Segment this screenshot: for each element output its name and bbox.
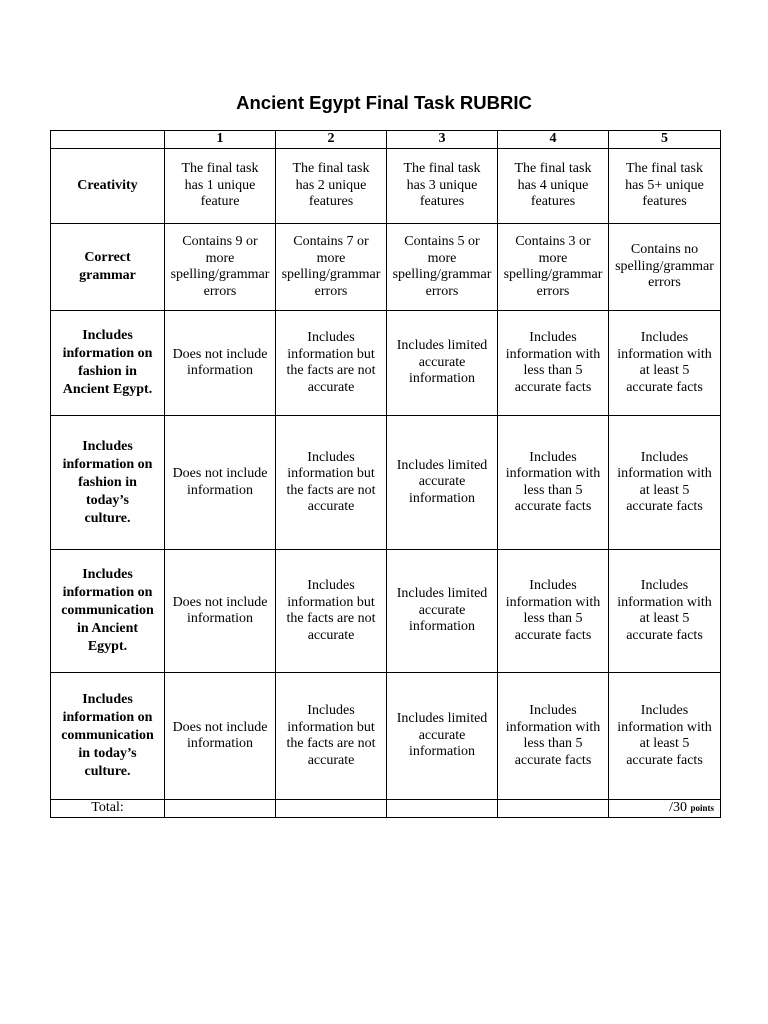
- rubric-cell: Includes information with less than 5 accurate facts: [498, 673, 609, 800]
- criterion-label: Creativity: [51, 149, 165, 224]
- total-points-value: /30: [669, 800, 687, 816]
- total-cell-empty: [276, 800, 387, 818]
- table-row: [51, 149, 721, 224]
- rubric-cell: Does not include information: [165, 311, 276, 416]
- rubric-cell: Does not include information: [165, 550, 276, 673]
- rubric-cell: Includes limited accurate information: [387, 416, 498, 550]
- rubric-cell: Includes information but the facts are not accurate: [276, 311, 387, 416]
- criterion-label: Includes information on fashion in today’s culture.: [51, 416, 165, 550]
- column-header-2: 2: [276, 131, 387, 149]
- criterion-label: Includes information on fashion in Ancient Egypt.: [51, 311, 165, 416]
- rubric-cell: The final task has 3 unique features: [387, 149, 498, 224]
- total-row: [51, 800, 721, 818]
- total-cell-empty: [387, 800, 498, 818]
- rubric-cell: Includes information with at least 5 accurate facts: [609, 311, 721, 416]
- rubric-cell: Contains no spelling/grammar errors: [609, 224, 721, 311]
- rubric-cell: Contains 5 or more spelling/grammar errors: [387, 224, 498, 311]
- rubric-cell: Contains 7 or more spelling/grammar errors: [276, 224, 387, 311]
- rubric-cell: Includes limited accurate information: [387, 311, 498, 416]
- table-row: [51, 673, 721, 800]
- total-cell-empty: [165, 800, 276, 818]
- header-row: [51, 131, 721, 149]
- rubric-table: [50, 130, 721, 818]
- rubric-cell: Does not include information: [165, 673, 276, 800]
- total-points-unit: points: [690, 803, 714, 814]
- table-row: [51, 550, 721, 673]
- criterion-label: Includes information on communication in today’s culture.: [51, 673, 165, 800]
- column-header-4: 4: [498, 131, 609, 149]
- rubric-cell: Includes information with at least 5 accurate facts: [609, 416, 721, 550]
- total-points: [609, 800, 721, 818]
- rubric-cell: Includes information but the facts are not accurate: [276, 416, 387, 550]
- rubric-cell: Does not include information: [165, 416, 276, 550]
- criterion-label: Correct grammar: [51, 224, 165, 311]
- rubric-cell: The final task has 4 unique features: [498, 149, 609, 224]
- table-row: [51, 224, 721, 311]
- table-row: [51, 311, 721, 416]
- rubric-cell: The final task has 2 unique features: [276, 149, 387, 224]
- column-header-blank: [51, 131, 165, 149]
- rubric-cell: Includes information with less than 5 accurate facts: [498, 550, 609, 673]
- rubric-cell: Includes information with less than 5 accurate facts: [498, 311, 609, 416]
- rubric-cell: Includes information with at least 5 accurate facts: [609, 550, 721, 673]
- rubric-cell: Includes limited accurate information: [387, 550, 498, 673]
- criterion-label: Includes information on communication in Ancient Egypt.: [51, 550, 165, 673]
- rubric-cell: Includes information but the facts are not accurate: [276, 550, 387, 673]
- rubric-cell: The final task has 1 unique feature: [165, 149, 276, 224]
- table-row: [51, 416, 721, 550]
- rubric-cell: Contains 9 or more spelling/grammar errors: [165, 224, 276, 311]
- total-label: Total:: [51, 800, 165, 818]
- rubric-cell: Includes information with less than 5 accurate facts: [498, 416, 609, 550]
- rubric-cell: The final task has 5+ unique features: [609, 149, 721, 224]
- total-cell-empty: [498, 800, 609, 818]
- rubric-cell: Includes information with at least 5 accurate facts: [609, 673, 721, 800]
- column-header-1: 1: [165, 131, 276, 149]
- column-header-3: 3: [387, 131, 498, 149]
- rubric-cell: Includes limited accurate information: [387, 673, 498, 800]
- page-title: Ancient Egypt Final Task RUBRIC: [236, 92, 532, 113]
- rubric-cell: Includes information but the facts are not accurate: [276, 673, 387, 800]
- rubric-cell: Contains 3 or more spelling/grammar errors: [498, 224, 609, 311]
- column-header-5: 5: [609, 131, 721, 149]
